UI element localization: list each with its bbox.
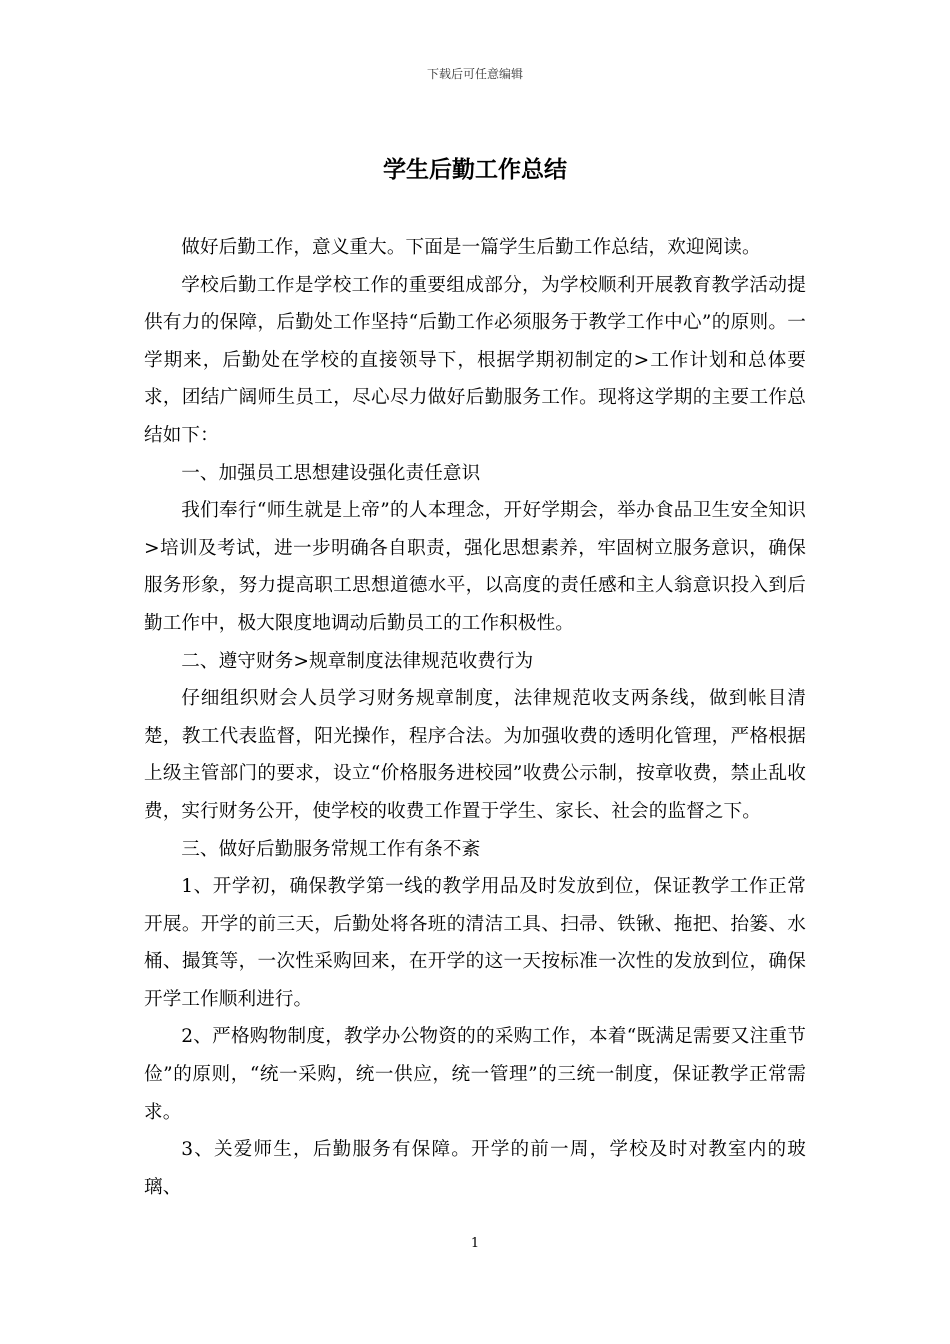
paragraph-section-2: 仔细组织财会人员学习财务规章制度，法律规范收支两条线，做到帐目清楚，教工代表监督，阳光操作，程序合法。为加强收费的透明化管理，严格根据上级主管部门的要求，设立“价格服务进校园”收费公示制，按章收费，禁止乱收费，实行财务公开，使学校的收费工作置于学生、家长、社会的监督之下。 [144, 688, 806, 822]
list-item-2: 2、严格购物制度，教学办公物资的的采购工作，本着“既满足需要又注重节俭”的原则，“统一采购，统一供应，统一管理”的三统一制度，保证教学正常需求。 [144, 1026, 806, 1123]
page-number: 1 [470, 1236, 480, 1251]
paragraph-overview: 学校后勤工作是学校工作的重要组成部分，为学校顺利开展教育教学活动提供有力的保障，后勤处工作坚持“后勤工作必须服务于教学工作中心”的原则。一学期来，后勤处在学校的直接领导下，根据学期初制定的>工作计划和总体要求，团结广阔师生员工，尽心尽力做好后勤服务工作。现将这学期的主要工作总结如下： [144, 274, 806, 446]
section-heading-2: 二、遵守财务>规章制度法律规范收费行为 [181, 650, 534, 672]
paragraph-section-1: 我们奉行“师生就是上帝”的人本理念，开好学期会，举办食品卫生安全知识>培训及考试，进一步明确各自职责，强化思想素养，牢固树立服务意识，确保服务形象，努力提高职工思想道德水平，以高度的责任感和主人翁意识投入到后勤工作中，极大限度地调动后勤员工的工作积极性。 [144, 500, 806, 634]
document-body [144, 229, 806, 1206]
section-heading-3: 三、做好后勤服务常规工作有条不紊 [181, 838, 481, 860]
header-note: 下载后可任意编辑 [426, 67, 523, 81]
section-heading-1: 一、加强员工思想建设强化责任意识 [181, 462, 481, 484]
document-title: 学生后勤工作总结 [383, 157, 567, 183]
list-item-3: 3、关爱师生，后勤服务有保障。开学的前一周，学校及时对教室内的玻璃、 [144, 1139, 806, 1198]
paragraph-intro: 做好后勤工作，意义重大。下面是一篇学生后勤工作总结，欢迎阅读。 [181, 237, 761, 258]
list-item-1: 1、开学初，确保教学第一线的教学用品及时发放到位，保证教学工作正常开展。开学的前三天，后勤处将各班的清洁工具、扫帚、铁锹、拖把、抬篓、水桶、撮箕等，一次性采购回来，在开学的这一天按标准一次性的发放到位，确保开学工作顺利进行。 [144, 876, 806, 1010]
